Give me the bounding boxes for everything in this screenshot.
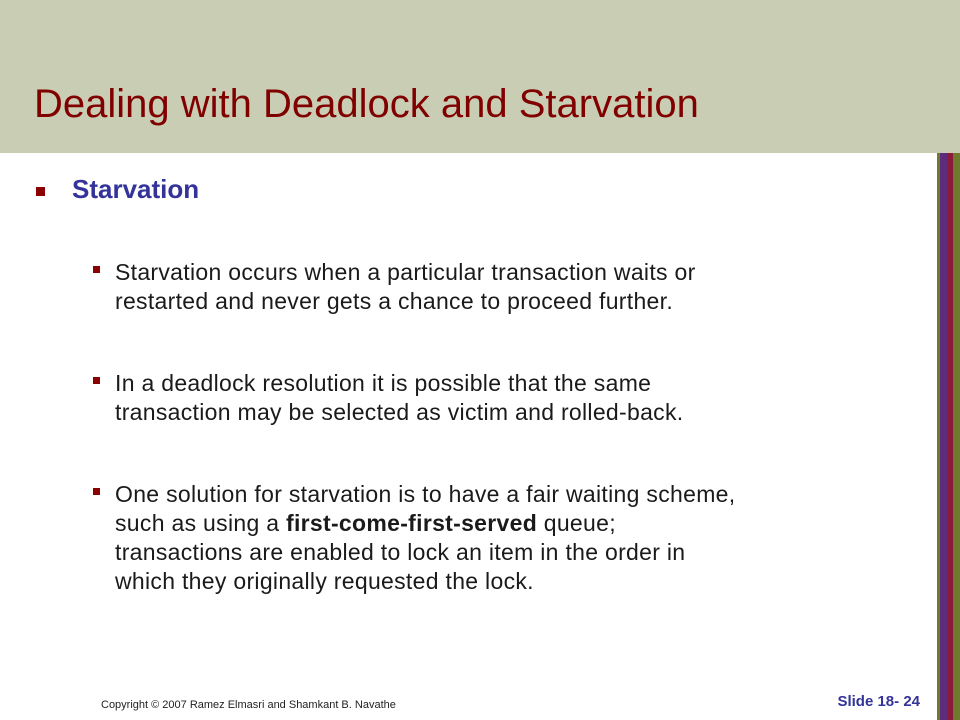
slide-number: Slide 18- 24 bbox=[837, 693, 920, 710]
footer-copyright: Copyright © 2007 Ramez Elmasri and Shamkant B. Navathe bbox=[101, 699, 396, 711]
heading-bullet-icon bbox=[36, 187, 45, 196]
bullet-icon bbox=[93, 488, 100, 495]
bullet-2-line-2: transaction may be selected as victim and rolled-back. bbox=[115, 399, 684, 425]
bullet-3-line-2-post: queue; bbox=[537, 510, 616, 536]
bullet-1-line-2: restarted and never gets a chance to proceed further. bbox=[115, 288, 674, 314]
header-band bbox=[0, 0, 960, 153]
bullet-item-1 bbox=[115, 258, 915, 316]
bullet-icon bbox=[93, 377, 100, 384]
slide-title: Dealing with Deadlock and Starvation bbox=[34, 82, 699, 126]
bullet-item-2 bbox=[115, 369, 915, 427]
bullet-1-line-1: Starvation occurs when a particular transaction waits or bbox=[115, 259, 696, 285]
emphasis-term: first-come-first-served bbox=[286, 510, 538, 536]
bullet-item-3 bbox=[115, 480, 915, 596]
bullet-3-line-2 bbox=[115, 509, 915, 538]
section-heading: Starvation bbox=[72, 174, 200, 204]
bullet-3-line-3: transactions are enabled to lock an item in the order in bbox=[115, 539, 686, 565]
bullet-3-line-4: which they originally requested the lock. bbox=[115, 568, 534, 594]
bullet-3-line-2-pre: such as using a bbox=[115, 510, 287, 536]
bullet-icon bbox=[93, 266, 100, 273]
bullet-2-line-1: In a deadlock resolution it is possible that the same bbox=[115, 370, 652, 396]
side-decoration-purple bbox=[940, 153, 947, 720]
bullet-3-line-1: One solution for starvation is to have a fair waiting scheme, bbox=[115, 481, 736, 507]
side-decoration-olive-right bbox=[953, 153, 960, 720]
